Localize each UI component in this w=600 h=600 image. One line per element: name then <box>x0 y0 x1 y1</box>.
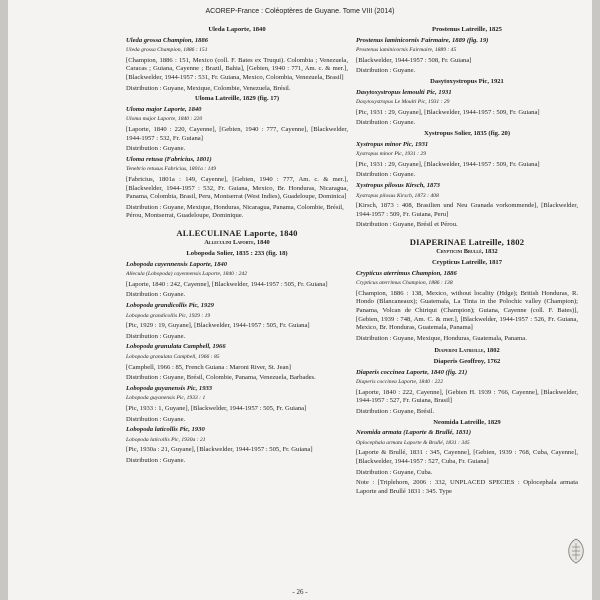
genus-heading: Crypticus Latreille, 1817 <box>431 259 503 267</box>
original-citation: Lobopoda laticollis Pic, 1930a : 21 <box>126 436 206 443</box>
reference-text: [Pic, 1929 : 19, Guyane], [Blackwelder, 1944-1957 : 505, Fr. Guiana] <box>126 322 310 330</box>
reference-text: Note : [Triplehorn, 2006 : 332, UNPLACED SPECIES : Oplocephala armata Laporte and Brullé 1831 : 345. Type <box>356 479 578 495</box>
left-column <box>126 26 348 468</box>
original-citation: Xystropus pilosus Kirsch, 1873 : 408 <box>356 192 439 199</box>
reference-text: Distribution : Guyane. <box>126 415 186 423</box>
document-page <box>8 0 592 600</box>
distribution-text: Distribution : Guyane, Brésil et Pérou. <box>356 221 458 229</box>
tribe-heading: Crypticini Brullé, 1832 <box>436 248 498 256</box>
reference-text: [Pic, 1931 : 29, Guyane], [Blackwelder, 1944-1957 : 509, Fr. Guiana] <box>356 108 540 116</box>
reference-text: Distribution : Guyane. <box>356 171 416 179</box>
right-column <box>356 26 578 498</box>
species-title: Uloma major Laporte, 1840 <box>126 105 202 113</box>
species-title: Dasytoxystropus lemoulti Pic, 1931 <box>356 88 452 96</box>
original-citation: Tenebrio retusus Fabricius, 1801a : 149 <box>126 166 217 173</box>
genus-heading: Uleda Laporte, 1840 <box>208 26 266 33</box>
family-heading: ALLECULINAE Laporte, 1840 <box>176 227 298 238</box>
reference-text: [Champion, 1886 : 138, Mexico, without locality (Hdge); British Honduras, R. Hondo (Blancaneaux); Guatemala, La Tinta in the Polochic valley (Champion); Panama, Volcan de Chiriqui (Champion); Guiana, Cayenne (coll. F. Bates)], [Gebien, 1939 : 748, Am. C. & mer.], [Blackwelder, 1944-1957 : 526, Fr. Guiana, Mexico, Br. Honduras, Guatemala, Panama] <box>356 289 578 332</box>
original-citation: Lobopoda granulata Campbell, 1966 : 85 <box>126 354 220 360</box>
original-citation: Dasytoxystropus Le Moulti Pic, 1931 : 29 <box>356 99 450 106</box>
genus-heading: Neomida Latreille, 1829 <box>433 418 501 426</box>
reference-text: Distribution : Guyane. <box>126 332 186 340</box>
original-citation: Lobopoda guyanensis Pic, 1933 : 1 <box>126 395 206 402</box>
original-citation: Uloma major Laporte, 1840 : 220 <box>126 116 203 123</box>
reference-text: [Fabricius, 1801a : 149, Cayenne], [Gebien, 1940 : 777, Am. c. & mer.], [Blackwelder, 1944-1957 : 532, Fr. Guiana, Mexico, Br. Honduras, Nicaragua, Panama, Colombia, Brasil, Peru, Montserrat (West Indies), Guadeloupe, Dominica] <box>126 175 348 201</box>
reference-text: [Champion, 1886 : 151, Mexico (coll. F. Bates ex Truqui). Colombia ; Venezuela, Caracas ; Guiana, Cayenne ; Brazil, Bahia], [Gebien, 1940 : 771, Am. c. & mer.], [Blackwelder, 1944-1957 : 531, Fr. Guiana, Mexico, Colombia, Venezuela, Brasil] <box>126 56 348 81</box>
reference-text: [Blackwelder, 1944-1957 : 508, Fr. Guiana] <box>356 56 472 64</box>
species-title: Lobopoda cayennensis Laporte, 1840 <box>126 260 228 268</box>
species-title: Lobopoda guyanensis Pic, 1933 <box>126 384 213 392</box>
reference-text: Distribution : Guyane, Brésil. <box>356 407 435 415</box>
reference-text: Distribution : Guyane, Cuba. <box>356 468 433 476</box>
species-title: Lobopoda grandicollis Pic, 1929 <box>126 302 214 310</box>
species-title: Uleda grossa Champion, 1886 <box>126 36 209 44</box>
reference-text: [Laporte, 1840 : 222, Cayenne], [Gebien H. 1939 : 766, Cayenne], [Blackwelder, 1944-1957 : 527, Fr. Guiana, Brasil] <box>356 388 578 405</box>
genus-heading: Prostenus Latreille, 1825 <box>432 26 502 33</box>
reference-text: [Laporte, 1840 : 220, Cayenne], [Gebien, 1940 : 777, Cayenne], [Blackwelder, 1944-1957 : 532, Fr. Guiana] <box>126 125 348 142</box>
reference-text: Distribution : Guyane. <box>126 456 186 464</box>
species-title: Xystropus pilosus Kirsch, 1873 <box>356 181 440 189</box>
genus-heading: Uloma Latreille, 1829 (fig. 17) <box>194 95 280 103</box>
reference-text: [Laporte & Brullé, 1831 : 345, Cayenne], [Gebien, 1939 : 768, Cuba, Cayenne], [Blackwelder, 1944-1957 : 527, Cuba, Fr. Guiana] <box>356 449 578 465</box>
species-title: Neomida armata (Laporte & Brullé, 1831) <box>356 429 472 437</box>
species-title: Diaperis coccinea Laporte, 1840 (fig. 21) <box>356 368 468 376</box>
reference-text: [Campbell, 1966 : 85, French Guiana : Maroni River, St. Jean] <box>126 363 291 371</box>
species-title: Crypticus aterrimus Champion, 1886 <box>356 269 457 277</box>
genus-heading: Dasytoxystropus Pic, 1921 <box>430 77 504 85</box>
distribution-text: Distribution : Guyane, Mexique, Honduras, Nicaragua, Panama, Colombie, Brésil, Pérou, Montserrat, Guadeloupe, Dominique. <box>126 203 344 220</box>
original-citation: Prostenus laminicornis Fairmaire, 1889 : 45 <box>356 47 457 54</box>
page-number: - 26 - <box>292 588 308 596</box>
species-title: Uloma retusa (Fabricius, 1801) <box>126 155 212 163</box>
tribe-heading: Diaperini Latreille, 1802 <box>434 347 500 355</box>
reference-text: Distribution : Guyane. <box>126 291 186 299</box>
original-citation: Allecula (Lobopoda) cayennensis Laporte, 1840 : 242 <box>126 271 248 278</box>
reference-text: [Pic, 1930a : 21, Guyane], [Blackwelder, 1944-1957 : 505, Fr. Guiana] <box>126 446 313 454</box>
original-citation: Uleda grossa Champion, 1886 : 151 <box>126 47 208 54</box>
reference-text: Distribution : Guyane. <box>356 67 416 75</box>
species-title: Lobopoda granulata Campbell, 1966 <box>126 343 226 351</box>
original-citation: Lobopoda grandicollis Pic, 1929 : 19 <box>126 312 211 319</box>
reference-text: Distribution : Guyane, Brésil, Colombie, Panama, Venezuela, Barbades. <box>126 374 316 382</box>
tribe-heading: Alleculini Laporte, 1840 <box>204 239 270 247</box>
running-header: ACOREP-France : Coléoptères de Guyane. Tome VIII (2014) <box>205 8 395 15</box>
reference-text: Distribution : Guyane. <box>356 119 416 127</box>
reference-text: Distribution : Guyane. <box>126 145 186 153</box>
genus-heading: Diaperis Geoffroy, 1762 <box>433 358 501 365</box>
reference-text: [Pic, 1931 : 29, Guyane], [Blackwelder, 1944-1957 : 509, Fr. Guiana] <box>356 160 540 168</box>
genus-heading: Xystropus Solier, 1835 (fig. 20) <box>423 129 511 137</box>
genus-heading: Lobopoda Solier, 1835 : 233 (fig. 18) <box>186 250 288 258</box>
species-title: Lobopoda laticollis Pic, 1930 <box>126 426 205 434</box>
species-title: Prostenus laminicornis Fairmaire, 1889 (fig. 19) <box>356 36 489 44</box>
original-citation: Diaperis coccinea Laporte, 1840 : 222 <box>356 379 444 386</box>
distribution-text: Distribution : Guyane, Mexique, Honduras, Guatemala, Panama. <box>356 334 527 342</box>
reference-text: Distribution : Guyane, Mexique, Colombie, Venezuela, Brésil. <box>126 84 291 92</box>
crest-logo <box>566 538 586 564</box>
reference-text: [Kirsch, 1873 : 408, Brasilien und Neu Granada vorkommende], [Blackwelder, 1944-1957 : 509, Fr. Guiana, Peru] <box>356 202 578 218</box>
original-citation: Oplocephala armata Laporte & Brullé, 1831 : 345 <box>356 439 470 446</box>
original-citation: Xystropus minor Pic, 1931 : 29 <box>356 151 427 158</box>
family-heading: DIAPERINAE Latreille, 1802 <box>409 236 525 247</box>
species-title: Xystropus minor Pic, 1931 <box>356 140 429 148</box>
reference-text: [Pic, 1933 : 1, Guyane], [Blackwelder, 1944-1957 : 505, Fr. Guiana] <box>126 404 307 412</box>
original-citation: Crypticus aterrimus Champion, 1886 : 138 <box>356 280 453 287</box>
reference-text: [Laporte, 1840 : 242, Cayenne], [Blackwelder, 1944-1957 : 505, Fr. Guiana] <box>126 280 328 288</box>
